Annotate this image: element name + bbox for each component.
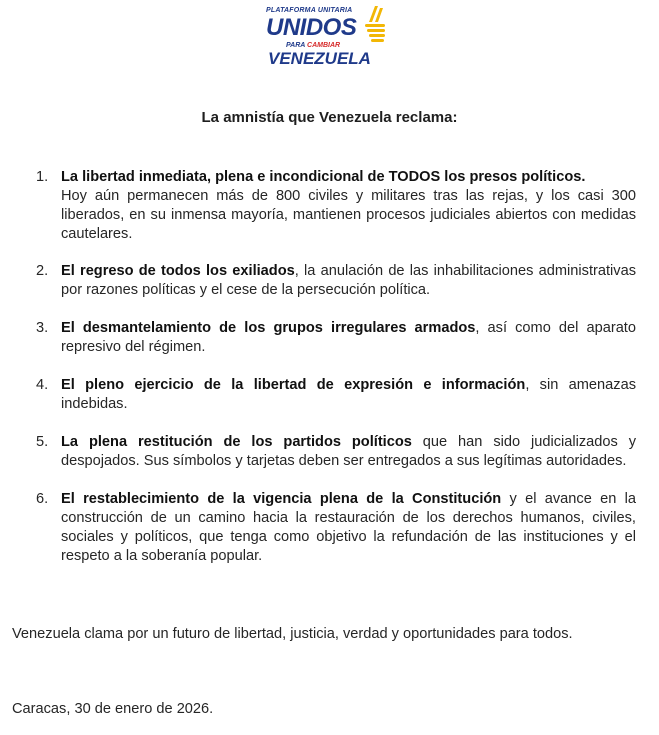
item-bold-text: El desmantelamiento de los grupos irregulares armados [61,320,476,336]
document-title: La amnistía que Venezuela reclama: [201,109,458,126]
item-number: 2. [36,263,49,279]
demands-list [36,168,636,566]
item-number: 6. [36,491,49,507]
item-text: y el avance en la construcción de un camino hacia la restauración de los derechos humanos, civiles, sociales y políticos, que tenga como objetivo la refundación de las instituciones y el respeto a la soberanía popular. [61,491,636,564]
item-text: , sin amenazas indebidas. [61,377,636,412]
logo-top-text: PLATAFORMA UNITARIA [266,7,353,14]
plataforma-unitaria-logo [258,4,408,74]
demand-item-6 [36,490,636,566]
logo-main-text: UNIDOS [266,14,357,41]
item-number: 5. [36,434,49,450]
demand-item-3 [36,319,636,357]
item-bold-text: El regreso de todos los exiliados [61,263,295,279]
item-bold-text: El restablecimiento de la vigencia plena de la Constitución [61,491,502,507]
demand-item-2 [36,262,636,300]
logo-mid-text-b: CAMBIAR [307,42,341,49]
logo-mid-text-a: PARA [286,42,306,49]
item-text: , la anulación de las inhabilitaciones administrativas por razones políticas y el cese de la persecución política. [61,263,636,298]
demand-item-4 [36,376,636,414]
demand-item-1 [36,168,636,244]
item-text: Hoy aún permanecen más de 800 civiles y militares tras las rejas, y los casi 300 liberados, en su inmensa mayoría, mantienen procesos judiciales abiertos con medidas cautelares. [61,188,636,242]
closing-paragraph: Venezuela clama por un futuro de libertad, justicia, verdad y oportunidades para todos. [12,626,573,642]
item-number: 1. [36,169,49,185]
dateline: Caracas, 30 de enero de 2026. [12,701,214,717]
logo-bottom-text: VENEZUELA [268,49,371,68]
logo-mid-text [286,42,340,49]
item-bold-text: El pleno ejercicio de la libertad de expresión e información [61,377,526,393]
hand-stripes-icon [361,4,389,44]
item-bold-text: La libertad inmediata, plena e incondicional de TODOS los presos políticos. [61,169,586,185]
demand-item-5 [36,433,636,471]
item-number: 4. [36,377,49,393]
item-number: 3. [36,320,49,336]
item-text: que han sido judicializados y despojados. Sus símbolos y tarjetas deben ser entregados a sus legítimas autoridades. [61,434,636,469]
item-text: , así como del aparato represivo del régimen. [61,320,636,355]
item-bold-text: La plena restitución de los partidos políticos [61,434,412,450]
